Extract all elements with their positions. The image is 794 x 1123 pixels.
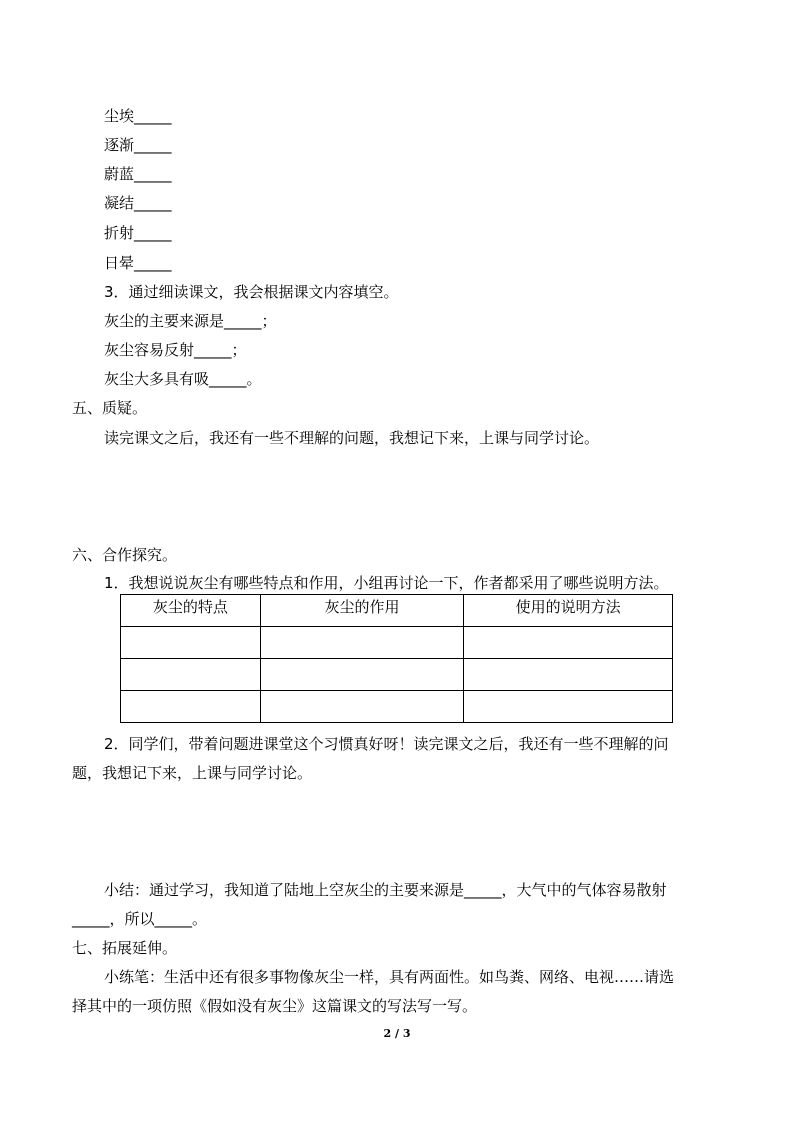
discussion-table: [120, 594, 673, 723]
vocab-item: 逐渐_____: [104, 136, 172, 154]
vocab-item: 凝结_____: [104, 194, 172, 212]
table-header-row: [121, 595, 673, 627]
table-header-cell: 灰尘的作用: [260, 595, 464, 627]
section-6-heading: 六、合作探究。: [72, 546, 178, 564]
table-cell[interactable]: [121, 627, 261, 659]
section-6-question-2-line-1: 2．同学们，带着问题进课堂这个习惯真好呀！读完课文之后，我还有一些不理解的问: [104, 735, 669, 753]
section-5-heading: 五、质疑。: [72, 399, 148, 417]
section-6-question-2-line-2: 题，我想记下来，上课与同学讨论。: [72, 764, 313, 782]
vocab-item: 日晕_____: [104, 254, 172, 272]
section-7-line-2: 择其中的一项仿照《假如没有灰尘》这篇课文的写法写一写。: [72, 997, 478, 1015]
vocab-item: 尘埃_____: [104, 107, 172, 125]
vocab-item: 蔚蓝_____: [104, 165, 172, 183]
section-7-line-1: 小练笔：生活中还有很多事物像灰尘一样，具有两面性。如鸟粪、网络、电视……请选: [104, 968, 675, 986]
section-5-text: 读完课文之后，我还有一些不理解的问题，我想记下来，上课与同学讨论。: [104, 429, 600, 447]
table-cell[interactable]: [260, 627, 464, 659]
table-cell[interactable]: [260, 691, 464, 723]
fill-blank-item: 灰尘容易反射_____；: [104, 341, 247, 359]
table-cell[interactable]: [121, 691, 261, 723]
table-cell[interactable]: [464, 659, 673, 691]
table-row: [121, 659, 673, 691]
table-header-cell: 使用的说明方法: [464, 595, 673, 627]
table-cell[interactable]: [464, 691, 673, 723]
table-cell[interactable]: [121, 659, 261, 691]
section-6-question-1: 1．我想说说灰尘有哪些特点和作用，小组再讨论一下，作者都采用了哪些说明方法。: [104, 574, 669, 592]
fill-blank-item: 灰尘大多具有吸_____。: [104, 370, 262, 388]
table-header-cell: 灰尘的特点: [121, 595, 261, 627]
table-cell[interactable]: [260, 659, 464, 691]
section-7-heading: 七、拓展延伸。: [72, 939, 178, 957]
page-number: 2 / 3: [383, 1027, 411, 1040]
question-3-prompt: 3．通过细读课文，我会根据课文内容填空。: [104, 283, 399, 301]
table-row: [121, 627, 673, 659]
table-cell[interactable]: [464, 627, 673, 659]
fill-blank-item: 灰尘的主要来源是_____；: [104, 312, 277, 330]
summary-line-2: _____，所以_____。: [72, 910, 208, 928]
table-row: [121, 691, 673, 723]
vocab-item: 折射_____: [104, 224, 172, 242]
summary-line-1: 小结：通过学习，我知道了陆地上空灰尘的主要来源是_____，大气中的气体容易散射: [104, 881, 667, 899]
